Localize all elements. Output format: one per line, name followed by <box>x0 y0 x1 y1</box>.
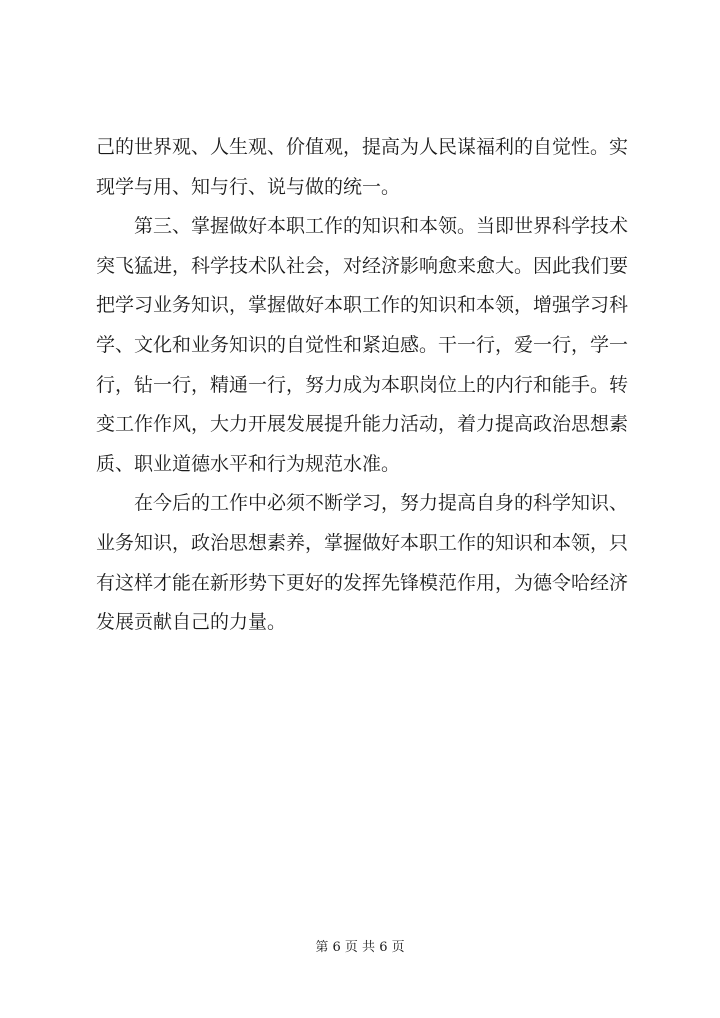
body-text <box>96 128 644 643</box>
paragraph-2-line-7: 质、职业道德水平和行为规范水准。 <box>96 452 401 475</box>
paragraph-2-line-3: 把学习业务知识，掌握做好本职工作的知识和本领，增强学习科 <box>96 294 629 317</box>
paragraph-2-line-4: 学、文化和业务知识的自觉性和紧迫感。干一行，爱一行，学一 <box>96 333 629 356</box>
page-footer <box>0 939 720 957</box>
paragraph-3-line-4: 发展贡献自己的力量。 <box>96 611 287 634</box>
paragraph-1-line-2: 现学与用、知与行、说与做的统一。 <box>96 175 401 198</box>
paragraph-2-line-6: 变工作作风，大力开展发展提升能力活动，着力提高政治思想素 <box>96 413 629 436</box>
paragraph-2-line-1: 第三、掌握做好本职工作的知识和本领。当即世界科学技术 <box>134 215 629 238</box>
paragraph-3-line-1: 在今后的工作中必须不断学习，努力提高自身的科学知识、 <box>134 492 629 515</box>
paragraph-1-line-1: 己的世界观、人生观、价值观，提高为人民谋福利的自觉性。实 <box>96 136 629 158</box>
page-number-label: 第 6 页 共 6 页 <box>315 940 405 955</box>
paragraph-3-line-3: 有这样才能在新形势下更好的发挥先锋模范作用，为德令哈经济 <box>96 571 629 594</box>
paragraph-3-line-2: 业务知识，政治思想素养，掌握做好本职工作的知识和本领，只 <box>96 531 629 554</box>
paragraph-2-line-2: 突飞猛进，科学技术队社会，对经济影响愈来愈大。因此我们要 <box>96 254 629 277</box>
paragraph-2-line-5: 行，钻一行，精通一行，努力成为本职岗位上的内行和能手。转 <box>96 373 629 396</box>
